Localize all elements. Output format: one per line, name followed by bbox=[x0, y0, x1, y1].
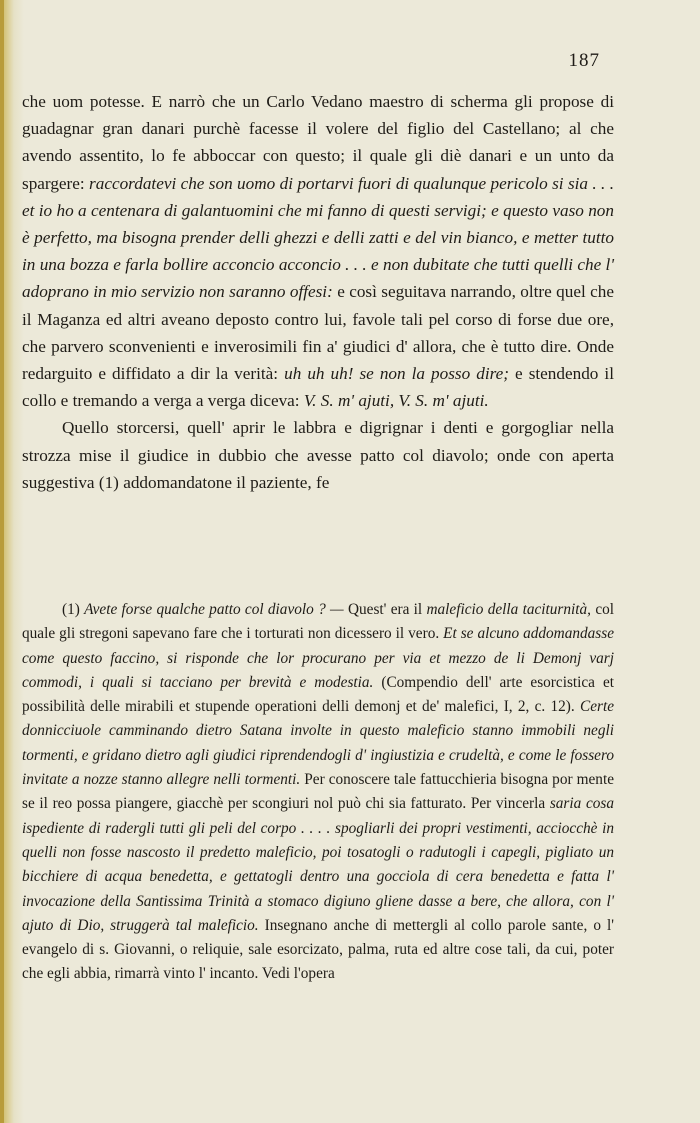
paragraph-2 bbox=[22, 414, 614, 496]
italic-text-run: Et se alcuno addomandasse come questo faccino, si risponde che lor procurano per via et mezzo de li Demonj varj commodi, i quali si tacciano per brevità e modestia. bbox=[22, 625, 615, 691]
italic-text-run: maleficio della taciturnità, bbox=[426, 601, 592, 618]
italic-text-run: saria cosa ispediente di radergli tutti gli peli del corpo . . . . spogliarli dei propri vestimenti, acciocchè in quelli non fosse nascosto il predetto maleficio, poi tosatogli o radutogli i capegli, pigliato un bicchiere di acqua benedetta, e gettatogli dentro una gocciola di cera benedetta e fatta l' invocazione della Santissima Trinità a stomaco digiuno gliene dasse a bere, che allora, con l' ajuto di Dio, struggerà tal maleficio. bbox=[22, 795, 614, 934]
page-gutter bbox=[0, 0, 4, 1123]
text-run: (Compendio dell' arte esorcistica et possibilità delle mirabili et stupende operationi delli demonj et de' malefici, I, 2, c. 12). bbox=[22, 673, 614, 716]
text-run: e così seguitava narrando, oltre quel che il Maganza ed altri aveano deposto contro lui, favole tali pel corso di forse due ore, che parvero sconvenienti e inverosimili fin a' giudici d' allora, che è tutto dire. Onde redarguito e diffidato a dir la verità: bbox=[22, 282, 614, 384]
text-run: (1) bbox=[62, 601, 85, 618]
text-run: Quello storcersi, quell' aprir le labbra e digrignar i denti e gorgogliar nella strozza mise il giudice in dubbio che avesse patto col diavolo; onde con aperta suggestiva (1) addomandatone il paziente, fe bbox=[22, 418, 614, 492]
italic-text-run: uh uh uh! se non la posso dire; bbox=[284, 364, 510, 384]
italic-text-run: Avete forse qualche patto col diavolo ? — bbox=[84, 601, 344, 618]
text-run: e stendendo il collo e tremando a verga a verga diceva: bbox=[22, 364, 614, 411]
italic-text-run: raccordatevi che son uomo di portarvi fuori di qualunque pericolo si sia . . . et io ho a centenara di galantuomini che mi fanno di questi servigi; e questo vaso non è perfetto, ma bisogna prender delli ghezzi e delli zatti e del vin bianco, e metter tutto in una bozza e farla bollire acconcio acconcio . . . e non dubitate che tutti quelli che l' adoprano in mio servizio non saranno offesi: bbox=[22, 173, 614, 302]
text-run: Per conoscere tale fattucchieria bisogna por mente se il reo possa piangere, giacchè per scongiuri nol può chi sia fatturato. Per vincerla bbox=[22, 771, 614, 813]
text-run: col quale gli stregoni sapevano fare che i torturati non dicessero il vero. bbox=[22, 601, 615, 643]
text-run: Insegnano anche di mettergli al collo parole sante, o l' evangelo di s. Giovanni, o reliquie, sale esorcizato, palma, ruta ed altre cose tali, da cui, poter che egli abbia, rimarrà vinto l' incanto. Vedi l'opera bbox=[22, 916, 614, 983]
paragraph-1 bbox=[22, 88, 614, 414]
footnote-1 bbox=[22, 598, 614, 987]
page-number: 187 bbox=[568, 50, 600, 71]
italic-text-run: V. S. m' ajuti, V. S. m' ajuti. bbox=[303, 391, 489, 411]
italic-text-run: Certe donnicciuole camminando dietro Satana involte in questo maleficio stanno immobili negli tormenti, e gridano dietro agli giudici riprendendogli d' ingiustizia e crudeltà, e come le fossero invitate a nozze stanno allegre nelli tormenti. bbox=[22, 698, 614, 789]
footnote bbox=[22, 598, 614, 987]
main-text bbox=[22, 88, 614, 496]
text-run: Quest' era il bbox=[343, 601, 427, 618]
text-run: che uom potesse. E narrò che un Carlo Vedano maestro di scherma gli propose di guadagnar gran danari purchè facesse il volere del figlio del Castellano; al che avendo assentito, lo fe abboccar con questo; il quale gli diè danari e un unto da spargere: bbox=[22, 92, 614, 193]
